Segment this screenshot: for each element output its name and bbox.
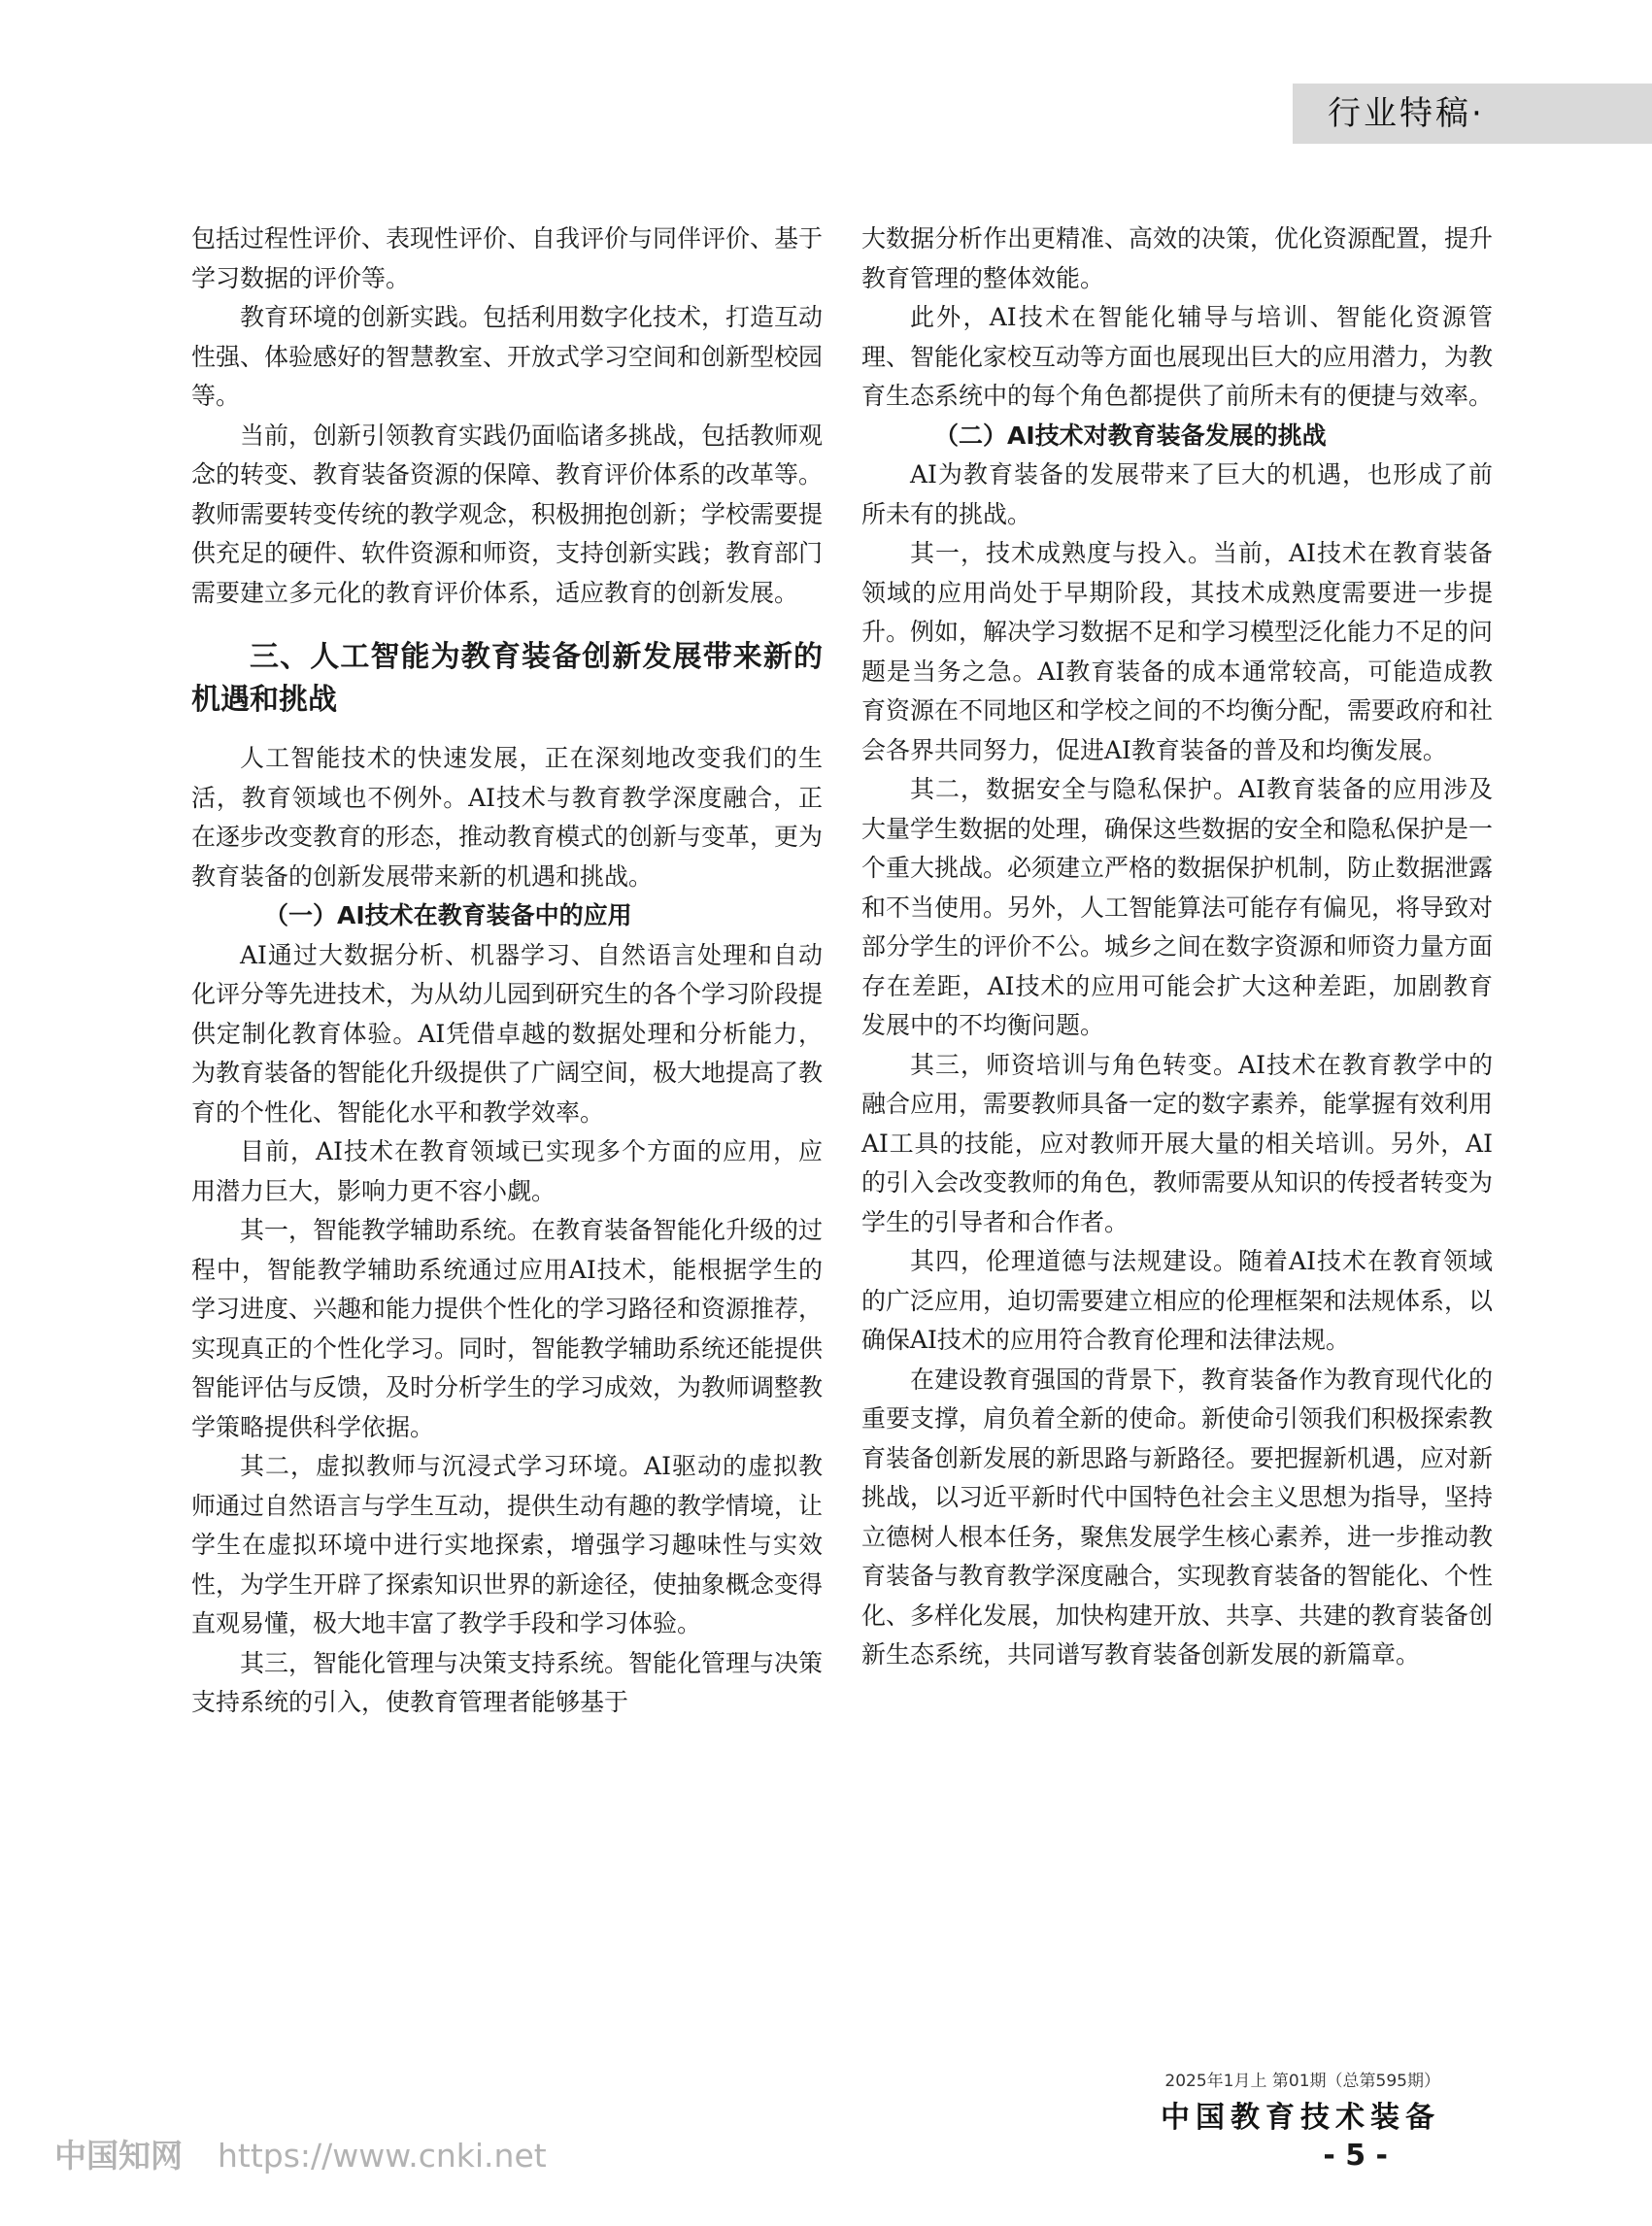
issue-info: 2025年1月上 第01期（总第595期） bbox=[1164, 2072, 1440, 2091]
watermark-url[interactable]: https://www.cnki.net bbox=[218, 2137, 547, 2175]
paragraph: 在建设教育强国的背景下，教育装备作为教育现代化的重要支撑，肩负着全新的使命。新使命引领我们积极探索教育装备创新发展的新思路与新路径。要把握新机遇，应对新挑战，以习近平新时代中国特色社会主义思想为指导，坚持立德树人根本任务，聚焦发展学生核心素养，进一步推动教育装备与教育教学深度融合，实现教育装备的智能化、个性化、多样化发展，加快构建开放、共享、共建的教育装备创新生态系统，共同谱写教育装备创新发展的新篇章。 bbox=[861, 1365, 1494, 1669]
paragraph: 此外，AI技术在智能化辅导与培训、智能化资源管理、智能化家校互动等方面也展现出巨大的应用潜力，为教育生态系统中的每个角色都提供了前所未有的便捷与效率。 bbox=[861, 303, 1494, 410]
paragraph: AI为教育装备的发展带来了巨大的机遇，也形成了前所未有的挑战。 bbox=[861, 460, 1493, 528]
cnki-logo: 中国知网 bbox=[54, 2137, 183, 2175]
paragraph: 其三，智能化管理与决策支持系统。智能化管理与决策支持系统的引入，使教育管理者能够基于 bbox=[191, 1648, 824, 1716]
paragraph: 教育环境的创新实践。包括利用数字化技术，打造互动性强、体验感好的智慧教室、开放式学习空间和创新型校园等。 bbox=[191, 303, 824, 410]
paragraph: 包括过程性评价、表现性评价、自我评价与同伴评价、基于学习数据的评价等。 bbox=[191, 224, 824, 292]
paragraph: 当前，创新引领教育实践仍面临诸多挑战，包括教师观念的转变、教育装备资源的保障、教育评价体系的改革等。教师需要转变传统的教学观念，积极拥抱创新；学校需要提供充足的硬件、软件资源和师资，支持创新实践；教育部门需要建立多元化的教育评价体系，适应教育的创新发展。 bbox=[191, 421, 824, 607]
subsection-heading: （二）AI技术对教育装备发展的挑战 bbox=[934, 421, 1327, 450]
section-heading: 三、人工智能为教育装备创新发展带来新的机遇和挑战 bbox=[191, 640, 823, 717]
paragraph: 大数据分析作出更精准、高效的决策，优化资源配置，提升教育管理的整体效能。 bbox=[861, 224, 1494, 292]
paragraph: 其四，伦理道德与法规建设。随着AI技术在教育领域的广泛应用，迫切需要建立相应的伦理框架和法规体系，以确保AI技术的应用符合教育伦理和法律法规。 bbox=[861, 1247, 1494, 1354]
watermark bbox=[54, 2131, 547, 2176]
paragraph: 其二，数据安全与隐私保护。AI教育装备的应用涉及大量学生数据的处理，确保这些数据的安全和隐私保护是一个重大挑战。必须建立严格的数据保护机制，防止数据泄露和不当使用。另外，人工智能算法可能存有偏见，将导致对部分学生的评价不公。城乡之间在数字资源和师资力量方面存在差距，AI技术的应用可能会扩大这种差距，加剧教育发展中的不均衡问题。 bbox=[861, 775, 1494, 1039]
paragraph: 其一，技术成熟度与投入。当前，AI技术在教育装备领域的应用尚处于早期阶段，其技术成熟度需要进一步提升。例如，解决学习数据不足和学习模型泛化能力不足的问题是当务之急。AI教育装备的成本通常较高，可能造成教育资源在不同地区和学校之间的不均衡分配，需要政府和社会各界共同努力，促进AI教育装备的普及和均衡发展。 bbox=[861, 539, 1494, 764]
paragraph: 其二，虚拟教师与沉浸式学习环境。AI驱动的虚拟教师通过自然语言与学生互动，提供生动有趣的教学情境，让学生在虚拟环境中进行实地探索，增强学习趣味性与实效性，为学生开辟了探索知识世界的新途径，使抽象概念变得直观易懂，极大地丰富了教学手段和学习体验。 bbox=[191, 1452, 824, 1637]
journal-name: 中国教育技术装备 bbox=[1161, 2101, 1440, 2135]
paragraph: 目前，AI技术在教育领域已实现多个方面的应用，应用潜力巨大，影响力更不容小觑。 bbox=[191, 1137, 823, 1205]
page-number: - 5 - bbox=[1323, 2139, 1388, 2173]
paragraph: AI通过大数据分析、机器学习、自然语言处理和自动化评分等先进技术，为从幼儿园到研究生的各个学习阶段提供定制化教育体验。AI凭借卓越的数据处理和分析能力，为教育装备的智能化升级提供了广阔空间，极大地提高了教育的个性化、智能化水平和教学效率。 bbox=[191, 940, 824, 1127]
right-column bbox=[861, 219, 1493, 1675]
left-column bbox=[191, 219, 823, 1723]
section-tag: 行业特稿· bbox=[1293, 84, 1652, 144]
paragraph: 人工智能技术的快速发展，正在深刻地改变我们的生活，教育领域也不例外。AI技术与教育教学深度融合，正在逐步改变教育的形态，推动教育模式的创新与变革，更为教育装备的创新发展带来新的机遇和挑战。 bbox=[191, 744, 824, 891]
subsection-heading: （一）AI技术在教育装备中的应用 bbox=[264, 901, 632, 929]
paragraph: 其一，智能教学辅助系统。在教育装备智能化升级的过程中，智能教学辅助系统通过应用AI技术，能根据学生的学习进度、兴趣和能力提供个性化的学习路径和资源推荐，实现真正的个性化学习。同时，智能教学辅助系统还能提供智能评估与反馈，及时分析学生的学习成效，为教师调整教学策略提供科学依据。 bbox=[191, 1216, 824, 1441]
paragraph: 其三，师资培训与角色转变。AI技术在教育教学中的融合应用，需要教师具备一定的数字素养，能掌握有效利用AI工具的技能，应对教师开展大量的相关培训。另外，AI的引入会改变教师的角色，教师需要从知识的传授者转变为学生的引导者和合作者。 bbox=[861, 1050, 1494, 1236]
